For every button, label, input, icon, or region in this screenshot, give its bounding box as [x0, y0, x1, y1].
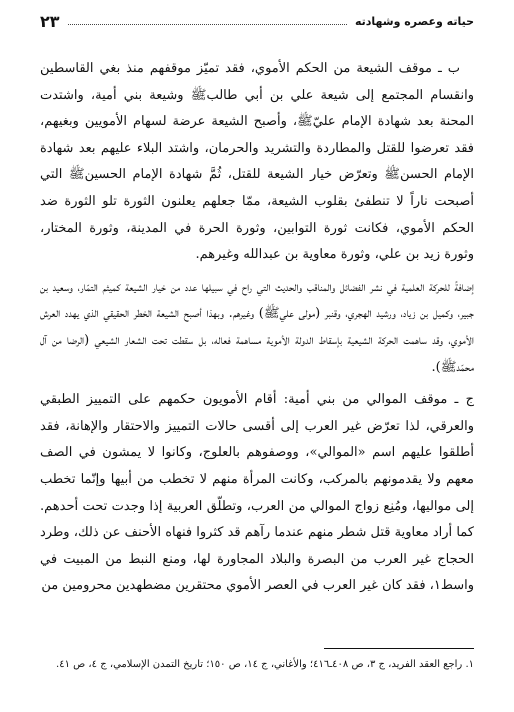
footnote: ١. راجع العقد الفريد، ج ٣، ص ٤٠٨ـ٤١٦؛ والأغاني، ج ١٤، ص ١٥٠؛ تاريخ التمدن الإسلامي، ج ٤، ص ٤١. [56, 659, 474, 670]
paragraph-shia-position: ب ـ موقف الشيعة من الحكم الأموي، فقد تميّز موقفهم منذ بغي القاسطين وانقسام المجتمع إلى شيعة علي بن أبي طالب‌ﷺ وشيعة بني أمية، واشتدت المحنة بعد شهادة الإمام عليّ‌ﷺ، وأصبح الشيعة عرضة لسهام الأمويين وبغيهم، فقد تعرضوا للقتل والمطاردة والتشريد والحرمان، واشتد البلاء عليهم بعد شهادة الإمام الحسن‌ﷺ وتعرّض خيار الشيعة للقتل، ثُمَّ شهادة الإمام الحسين‌ﷺ التي أصبحت ناراً لا تنطفئ بقلوب الشيعة، ممّا جعلهم يعلنون الثورة تلو الثورة ضد الحكم الأموي، فكانت ثورة التوابين، وثورة الحرة في المدينة، وثورة المختار، وثورة زيد بن علي، وثورة معاوية بن عبدالله وغيرهم. [40, 61, 474, 263]
paragraph-mawali-position: ج ـ موقف الموالي من بني أمية: أقام الأمويون حكمهم على التمييز الطبقي والعرقي، لذا تعرّض غير العرب إلى أقسى حالات التمييز والاحتقار والإهانة، فقد أطلقوا عليهم اسم «الموالي»، ووصفوهم بالعلوج، وكانوا لا يمشون في الصف معهم ولا يقدمونهم بالمركب، وكانت المرأة منهم لا تخطب من أبيها وإنّما تخطب إلى مواليها، ومُنِع زواج الموالي من العرب، وتطلّق العربية إذا وجدت تحت أحدهم. كما أراد معاوية قتل شطر منهم عندما رآهم قد كثروا فنهاه الأحنف عن ذلك، وطرد الحجاج غير العرب من البصرة والبلاد المجاورة لها، ومنع النبط من المبيت في واسط١، فقد كان غير العرب في العصر الأموي محتقرين مضطهدين محرومين من [40, 392, 474, 594]
header-dotted-line [68, 24, 347, 25]
body-text [40, 56, 474, 606]
footnote-separator [324, 648, 474, 649]
paragraph-scholarly-movement: إضافةً للحركة العلمية في نشر الفضائل والمناقب والحديث التي راح في سبيلها عدد من خيار الشيعة كميثم التمّار، وسعيد بن جبير، وكميل بن زياد، ورشيد الهجري، وقنبر (مولى علي‌ﷺ) وغيرهم. وبهذا أصبح الشيعة الخطر الحقيقي الذي يهدد العرش الأموي، وقد ساهمت الحركة الشيعية بإسقاط الدولة الأموية مساهمة فعاله، بل سقطت تحت الشعار الشيعي (الرضا من آل محمّد‌ﷺ). [40, 279, 474, 375]
page-number: ٢٣ [40, 11, 60, 31]
running-title: حياته وعصره وشهادته [354, 14, 474, 28]
page-header [40, 8, 474, 34]
